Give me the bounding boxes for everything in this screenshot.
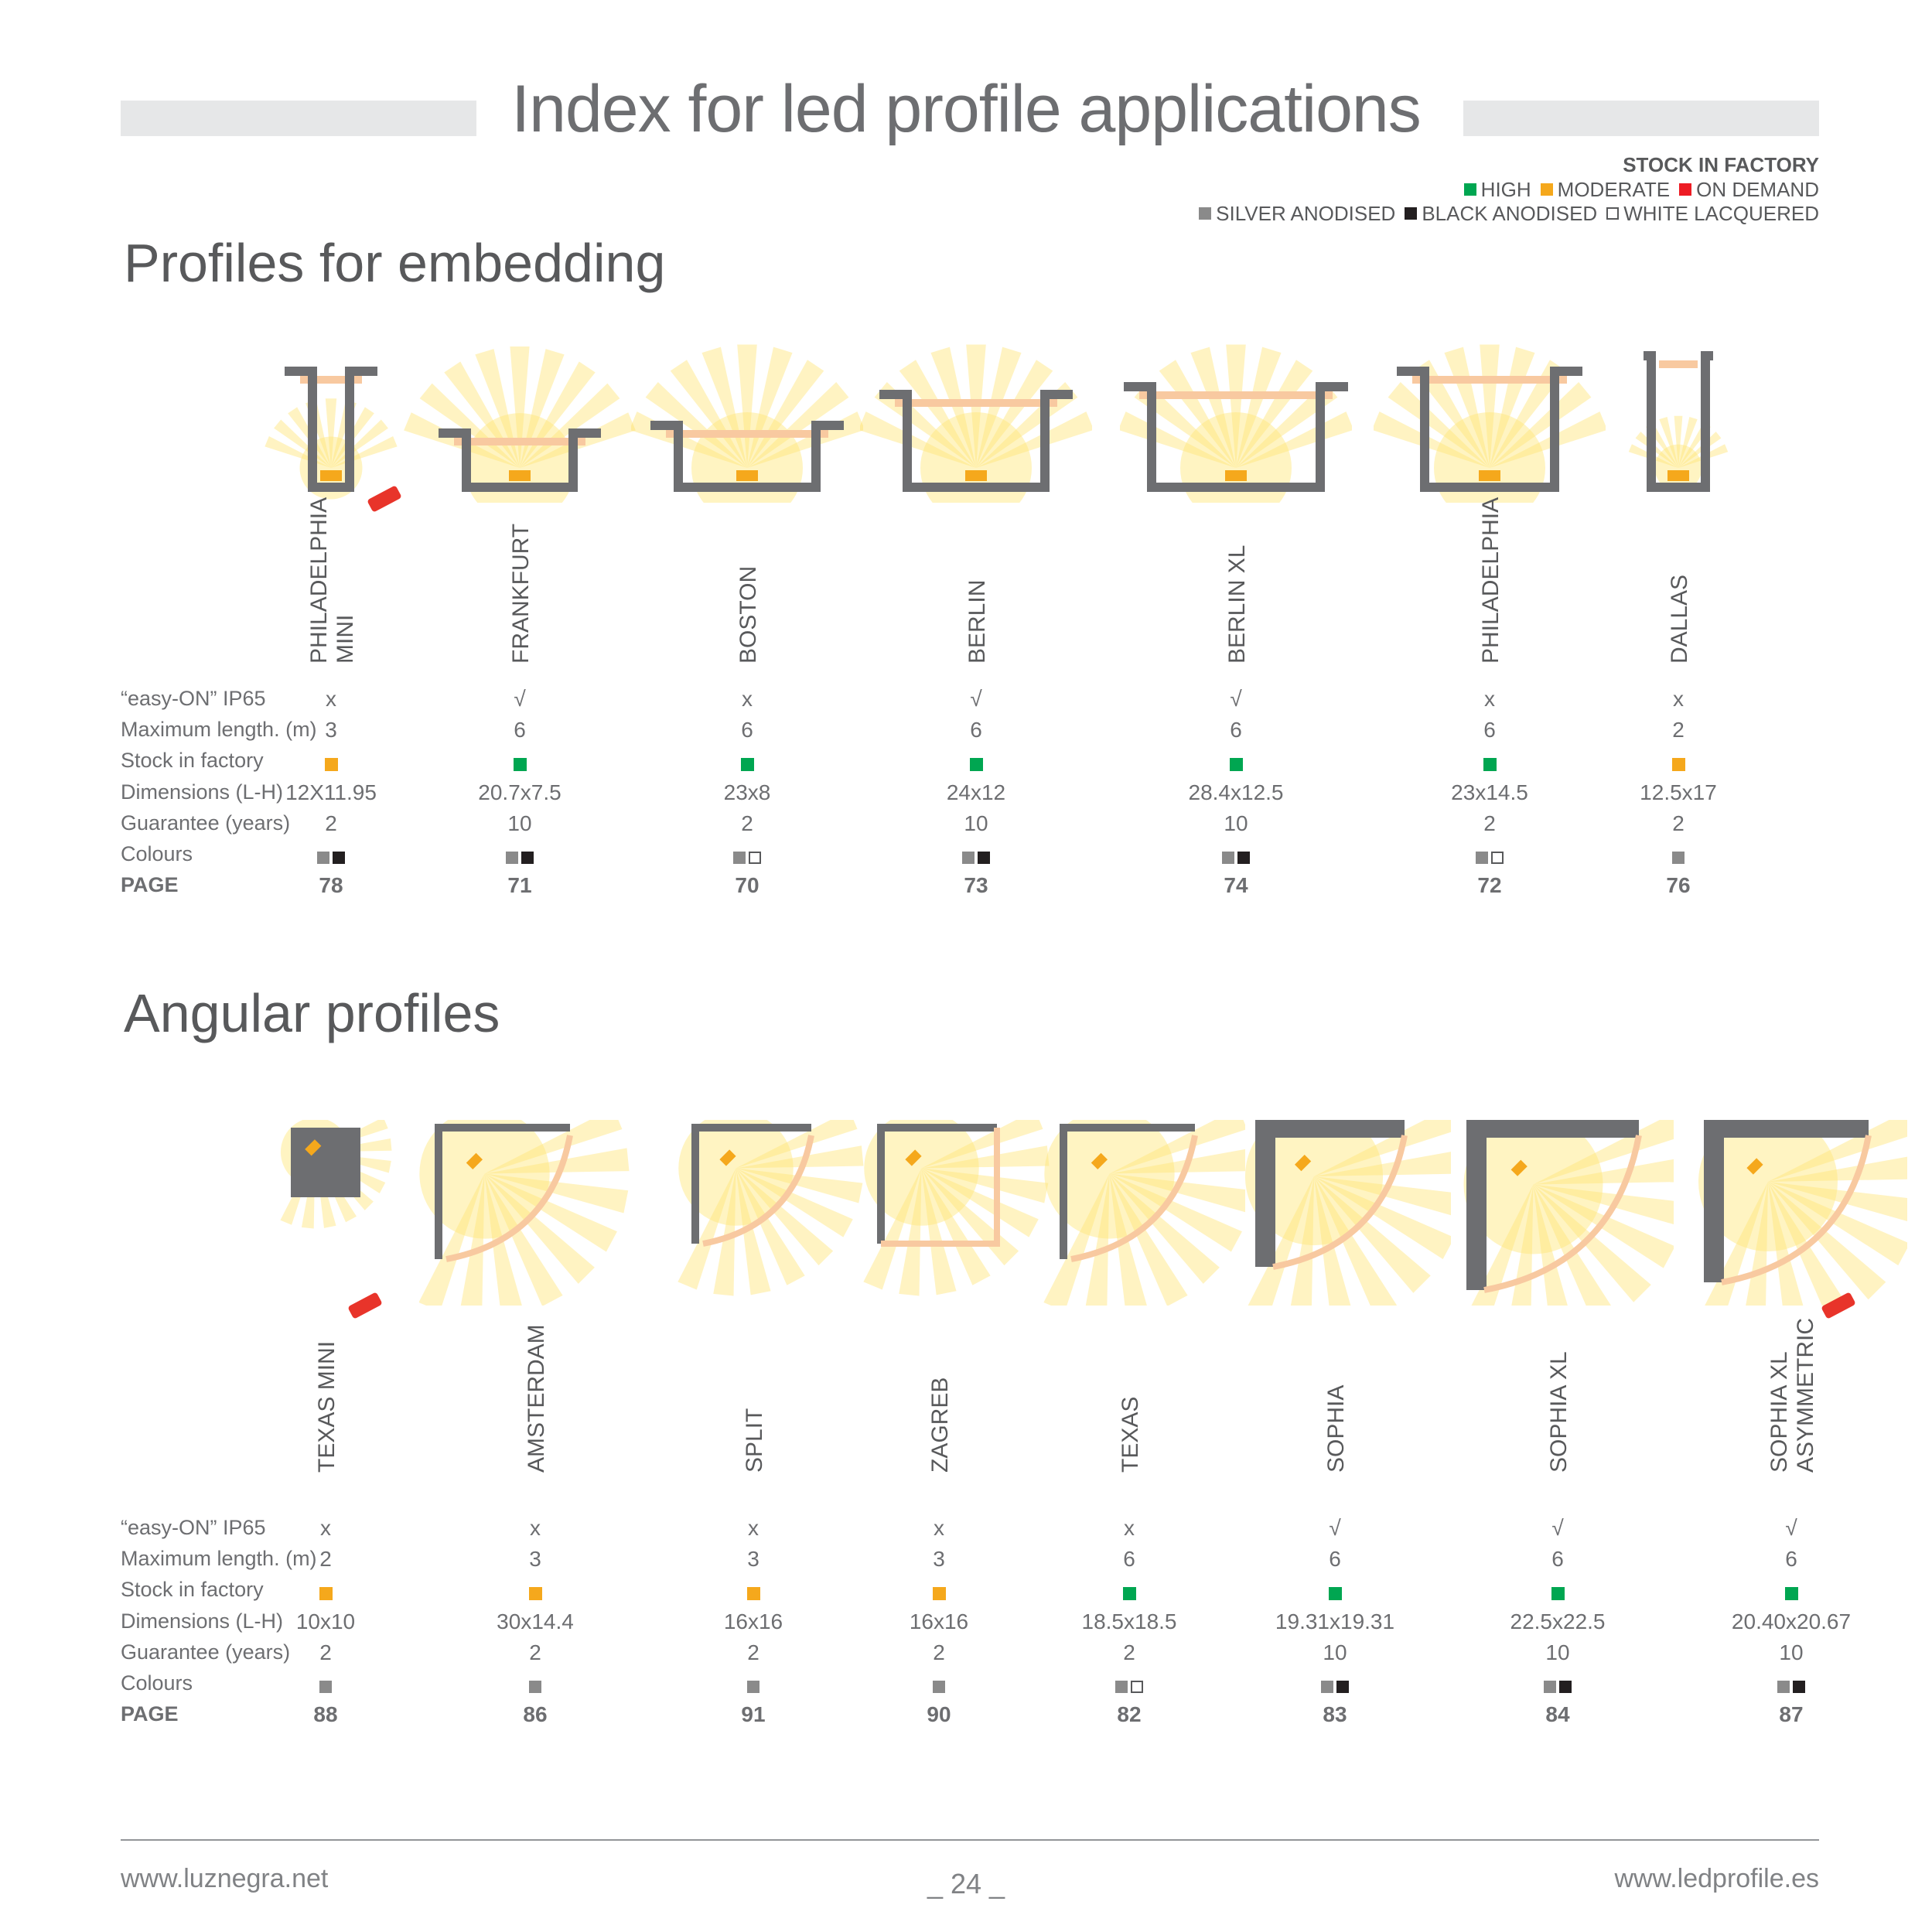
stock-indicator	[899, 750, 1053, 775]
profile-drawing	[631, 325, 863, 503]
stock-dot	[1785, 1587, 1798, 1600]
led-chip	[509, 470, 531, 481]
stock-indicator	[1412, 750, 1567, 775]
colour-swatches	[254, 844, 408, 869]
colour-swatch-white	[1131, 1681, 1143, 1693]
guarantee-value: 2	[1123, 1640, 1135, 1664]
guarantee-value: 2	[1672, 811, 1685, 835]
easy-on-value: x	[742, 687, 753, 711]
colour-swatch-silver	[1115, 1681, 1128, 1693]
colour-swatches	[248, 1673, 403, 1698]
legend-heading: STOCK IN FACTORY	[1623, 153, 1819, 176]
row-label: Guarantee (years)	[121, 1640, 291, 1664]
profile-name: BOSTON	[736, 565, 761, 664]
profile-name: TEXAS MINI	[314, 1340, 340, 1473]
footer-right-url[interactable]: www.ledprofile.es	[1614, 1864, 1819, 1893]
stock-dot	[933, 1587, 946, 1600]
page-value[interactable]: 88	[313, 1702, 338, 1727]
profile-name: SOPHIA XL ASYMMETRIC	[1766, 1317, 1818, 1473]
profile-drawing	[1120, 325, 1352, 503]
stock-dot	[1672, 758, 1685, 771]
profile-drawing	[1013, 1120, 1245, 1306]
led-chip	[1225, 470, 1247, 481]
dimensions-value: 30x14.4	[497, 1609, 574, 1633]
legend-finish-label: BLACK ANODISED	[1422, 202, 1598, 225]
guarantee-value: 10	[1323, 1640, 1347, 1664]
easy-on-value: x	[530, 1516, 541, 1540]
dimensions-value: 20.40x20.67	[1731, 1609, 1852, 1633]
diffuser-lens	[454, 438, 585, 445]
page-value[interactable]: 70	[735, 873, 759, 898]
profile-drawing	[860, 325, 1092, 503]
profile-name: BERLIN	[964, 579, 990, 664]
easy-on-value: √	[1551, 1516, 1564, 1540]
colour-swatch-black	[1336, 1681, 1349, 1693]
max-length-value: 6	[1483, 718, 1496, 742]
page-value[interactable]: 73	[964, 873, 988, 898]
colour-swatch-silver	[1476, 852, 1488, 864]
guarantee-value: 2	[741, 811, 753, 835]
diffuser-lens	[1412, 376, 1567, 384]
dimensions-value: 10x10	[295, 1609, 356, 1633]
easy-on-value: √	[514, 687, 526, 711]
guarantee-value: 10	[507, 811, 532, 835]
page-number: _ 24 _	[927, 1868, 1005, 1900]
legend-stock-label: HIGH	[1480, 178, 1531, 201]
dimensions-value: 12.5x17	[1640, 780, 1717, 804]
profile-image	[631, 325, 863, 507]
colour-swatch-black	[521, 852, 534, 864]
colour-swatch-silver	[1222, 852, 1234, 864]
profile-image	[404, 325, 636, 507]
profile-image	[860, 325, 1092, 507]
light-rays	[1043, 1120, 1245, 1306]
profile-body	[291, 1128, 360, 1197]
row-label: PAGE	[121, 1702, 179, 1726]
max-length-value: 6	[741, 718, 753, 742]
legend-finish-label: SILVER ANODISED	[1216, 202, 1396, 225]
stock-indicator	[1480, 1579, 1635, 1604]
led-chip	[320, 470, 342, 481]
dimensions-value: 18.5x18.5	[1081, 1609, 1177, 1633]
dimensions-value: 28.4x12.5	[1188, 780, 1284, 804]
light-rays	[1463, 1120, 1674, 1306]
stock-indicator	[442, 750, 597, 775]
profile-image	[1120, 325, 1352, 507]
stock-indicator	[458, 1579, 613, 1604]
stock-dot	[514, 758, 527, 771]
stock-indicator	[1601, 750, 1756, 775]
profile-name: SOPHIA XL	[1546, 1351, 1572, 1473]
max-length-value: 3	[325, 718, 337, 742]
light-rays	[419, 1120, 629, 1306]
max-length-value: 3	[747, 1547, 759, 1572]
legend-stock-swatch	[1541, 183, 1553, 196]
profile-drawing	[210, 1120, 442, 1306]
row-label: PAGE	[121, 873, 179, 897]
colour-swatch-silver	[506, 852, 518, 864]
dimensions-value: 16x16	[723, 1609, 783, 1633]
profile-name: DALLAS	[1667, 574, 1692, 664]
colour-swatches	[1159, 844, 1313, 869]
stock-dot	[747, 1587, 760, 1600]
guarantee-value: 10	[964, 811, 988, 835]
profile-name: BERLIN XL	[1224, 544, 1250, 664]
page-value[interactable]: 83	[1323, 1702, 1347, 1727]
row-label: “easy-ON” IP65	[121, 687, 266, 710]
profile-drawing	[419, 1120, 651, 1306]
legend-finish-swatch	[1606, 207, 1619, 220]
led-chip	[736, 470, 758, 481]
colour-swatches	[1052, 1673, 1207, 1698]
colour-swatches	[458, 1673, 613, 1698]
max-length-value: 2	[1672, 718, 1685, 742]
stock-dot	[741, 758, 754, 771]
colour-swatch-silver	[1672, 852, 1685, 864]
stock-dot	[1230, 758, 1243, 771]
max-length-value: 6	[1230, 718, 1242, 742]
easy-on-value: x	[320, 1516, 331, 1540]
colour-swatch-black	[1237, 852, 1250, 864]
guarantee-value: 2	[747, 1640, 759, 1664]
page-value[interactable]: 76	[1666, 873, 1691, 898]
dimensions-value: 19.31x19.31	[1275, 1609, 1395, 1633]
page-value[interactable]: 71	[507, 873, 532, 898]
colour-swatches	[1258, 1673, 1412, 1698]
profile-drawing	[1675, 1120, 1907, 1306]
stock-indicator	[248, 1579, 403, 1604]
dimensions-value: 12X11.95	[285, 780, 377, 804]
profile-drawing	[1442, 1120, 1674, 1306]
colour-swatch-silver	[1777, 1681, 1790, 1693]
colour-swatches	[1714, 1673, 1869, 1698]
row-label: Maximum length. (m)	[121, 718, 317, 742]
colour-swatch-silver	[933, 1681, 945, 1693]
footer-divider	[121, 1839, 1819, 1841]
colour-swatch-black	[333, 852, 345, 864]
legend-finish-swatch	[1199, 207, 1211, 220]
dimensions-value: 16x16	[909, 1609, 969, 1633]
easy-on-value: √	[1230, 687, 1242, 711]
colour-swatches	[1412, 844, 1567, 869]
profile-drawing	[1219, 1120, 1451, 1306]
stock-dot	[319, 1587, 333, 1600]
colour-swatch-black	[1559, 1681, 1572, 1693]
stock-dot	[970, 758, 983, 771]
stock-indicator	[1052, 1579, 1207, 1604]
profile-image	[210, 1120, 442, 1309]
profile-name: PHILADELPHIA	[1478, 497, 1504, 664]
diffuser-lens	[1659, 360, 1698, 368]
easy-on-value: √	[1785, 1516, 1797, 1540]
row-label: Maximum length. (m)	[121, 1547, 317, 1571]
guarantee-value: 10	[1545, 1640, 1570, 1664]
profile-name: TEXAS	[1118, 1396, 1143, 1473]
stock-indicator	[676, 1579, 831, 1604]
easy-on-value: x	[326, 687, 336, 711]
page-value[interactable]: 82	[1117, 1702, 1142, 1727]
stock-indicator	[1159, 750, 1313, 775]
legend-stock-swatch	[1679, 183, 1691, 196]
max-length-value: 6	[1785, 1547, 1797, 1572]
stock-dot	[1329, 1587, 1342, 1600]
profile-image	[1442, 1120, 1674, 1309]
dimensions-value: 23x8	[723, 780, 771, 804]
colour-swatch-silver	[747, 1681, 759, 1693]
colour-swatch-silver	[1321, 1681, 1333, 1693]
guarantee-value: 2	[529, 1640, 541, 1664]
profile-name: PHILADELPHIA MINI	[306, 497, 358, 664]
guarantee-value: 10	[1224, 811, 1248, 835]
guarantee-value: 2	[1483, 811, 1496, 835]
max-length-value: 6	[1123, 1547, 1135, 1572]
colour-swatches	[1480, 1673, 1635, 1698]
diffuser-lens	[895, 399, 1057, 407]
easy-on-value: x	[1124, 1516, 1135, 1540]
max-length-value: 6	[1551, 1547, 1564, 1572]
colour-swatch-silver	[1544, 1681, 1556, 1693]
colour-swatch-silver	[317, 852, 329, 864]
colour-swatches	[670, 844, 824, 869]
diffuser-lens	[666, 430, 828, 438]
profile-name: SOPHIA	[1323, 1384, 1349, 1473]
max-length-value: 2	[319, 1547, 332, 1572]
legend-finish-swatch	[1405, 207, 1417, 220]
dimensions-value: 23x14.5	[1451, 780, 1528, 804]
stock-dot	[529, 1587, 542, 1600]
row-label: Dimensions (L-H)	[121, 1609, 284, 1633]
legend-finish-label: WHITE LACQUERED	[1623, 202, 1819, 225]
page-value[interactable]: 91	[741, 1702, 766, 1727]
row-label: Dimensions (L-H)	[121, 780, 284, 804]
colour-swatch-silver	[733, 852, 746, 864]
stock-dot	[325, 758, 338, 771]
footer-left-url[interactable]: www.luznegra.net	[121, 1864, 329, 1893]
colour-swatches	[442, 844, 597, 869]
stock-indicator	[862, 1579, 1016, 1604]
guarantee-value: 2	[325, 811, 337, 835]
led-chip	[1479, 470, 1500, 481]
stock-indicator	[1714, 1579, 1869, 1604]
profile-image	[1219, 1120, 1451, 1309]
easy-on-value: √	[970, 687, 982, 711]
profile-name: ZAGREB	[927, 1377, 953, 1473]
colour-swatch-white	[749, 852, 761, 864]
stock-indicator	[670, 750, 824, 775]
dimensions-value: 22.5x22.5	[1510, 1609, 1606, 1633]
max-length-value: 3	[933, 1547, 945, 1572]
profile-name: AMSTERDAM	[524, 1324, 549, 1473]
guarantee-value: 2	[933, 1640, 945, 1664]
easy-on-value: x	[748, 1516, 759, 1540]
colour-swatch-silver	[962, 852, 975, 864]
legend-stock-label: MODERATE	[1557, 178, 1671, 201]
profile-drawing	[1562, 325, 1794, 503]
colour-swatches	[862, 1673, 1016, 1698]
easy-on-value: x	[1484, 687, 1495, 711]
page-value[interactable]: 84	[1545, 1702, 1570, 1727]
stock-dot	[1123, 1587, 1136, 1600]
max-length-value: 3	[529, 1547, 541, 1572]
profile-name: SPLIT	[742, 1408, 767, 1473]
dimensions-value: 20.7x7.5	[478, 780, 562, 804]
page-title: Index for led profile applications	[511, 72, 1421, 146]
section-title: Profiles for embedding	[124, 233, 666, 293]
colour-swatches	[676, 1673, 831, 1698]
colour-swatch-silver	[319, 1681, 332, 1693]
colour-swatch-black	[978, 852, 990, 864]
page-value[interactable]: 78	[319, 873, 343, 898]
stock-indicator	[254, 750, 408, 775]
easy-on-value: √	[1329, 1516, 1341, 1540]
row-label: Stock in factory	[121, 1578, 264, 1602]
row-label: Guarantee (years)	[121, 811, 291, 835]
legend-stock-label: ON DEMAND	[1696, 178, 1819, 201]
profile-image	[1562, 325, 1794, 507]
led-chip	[965, 470, 987, 481]
page-value[interactable]: 72	[1477, 873, 1502, 898]
row-label: Colours	[121, 1671, 193, 1695]
colour-swatches	[1601, 844, 1756, 869]
colour-swatch-silver	[529, 1681, 541, 1693]
row-label: “easy-ON” IP65	[121, 1516, 266, 1539]
profile-image	[1675, 1120, 1907, 1309]
profile-image	[1013, 1120, 1245, 1309]
colour-swatches	[899, 844, 1053, 869]
guarantee-value: 10	[1779, 1640, 1804, 1664]
easy-on-value: x	[934, 1516, 944, 1540]
diffuser-lens	[1139, 391, 1333, 399]
page-value[interactable]: 74	[1224, 873, 1248, 898]
legend-finishes	[1190, 202, 1819, 226]
section-title: Angular profiles	[124, 983, 500, 1043]
page-value[interactable]: 87	[1779, 1702, 1804, 1727]
colour-swatch-white	[1491, 852, 1504, 864]
page-value[interactable]: 86	[523, 1702, 548, 1727]
legend-stock	[1455, 178, 1819, 202]
row-label: Colours	[121, 842, 193, 865]
easy-on-value: x	[1673, 687, 1684, 711]
profile-image	[419, 1120, 651, 1309]
guarantee-value: 2	[319, 1640, 332, 1664]
max-length-value: 6	[970, 718, 982, 742]
stock-dot	[1483, 758, 1497, 771]
profile-drawing	[404, 325, 636, 503]
stock-indicator	[1258, 1579, 1412, 1604]
max-length-value: 6	[1329, 1547, 1341, 1572]
max-length-value: 6	[514, 718, 526, 742]
profile-name: FRANKFURT	[508, 523, 534, 664]
led-chip	[1667, 470, 1689, 481]
stock-dot	[1551, 1587, 1565, 1600]
legend-stock-swatch	[1464, 183, 1476, 196]
row-label: Stock in factory	[121, 749, 264, 773]
colour-swatch-black	[1793, 1681, 1805, 1693]
dimensions-value: 24x12	[946, 780, 1006, 804]
page-value[interactable]: 90	[927, 1702, 951, 1727]
